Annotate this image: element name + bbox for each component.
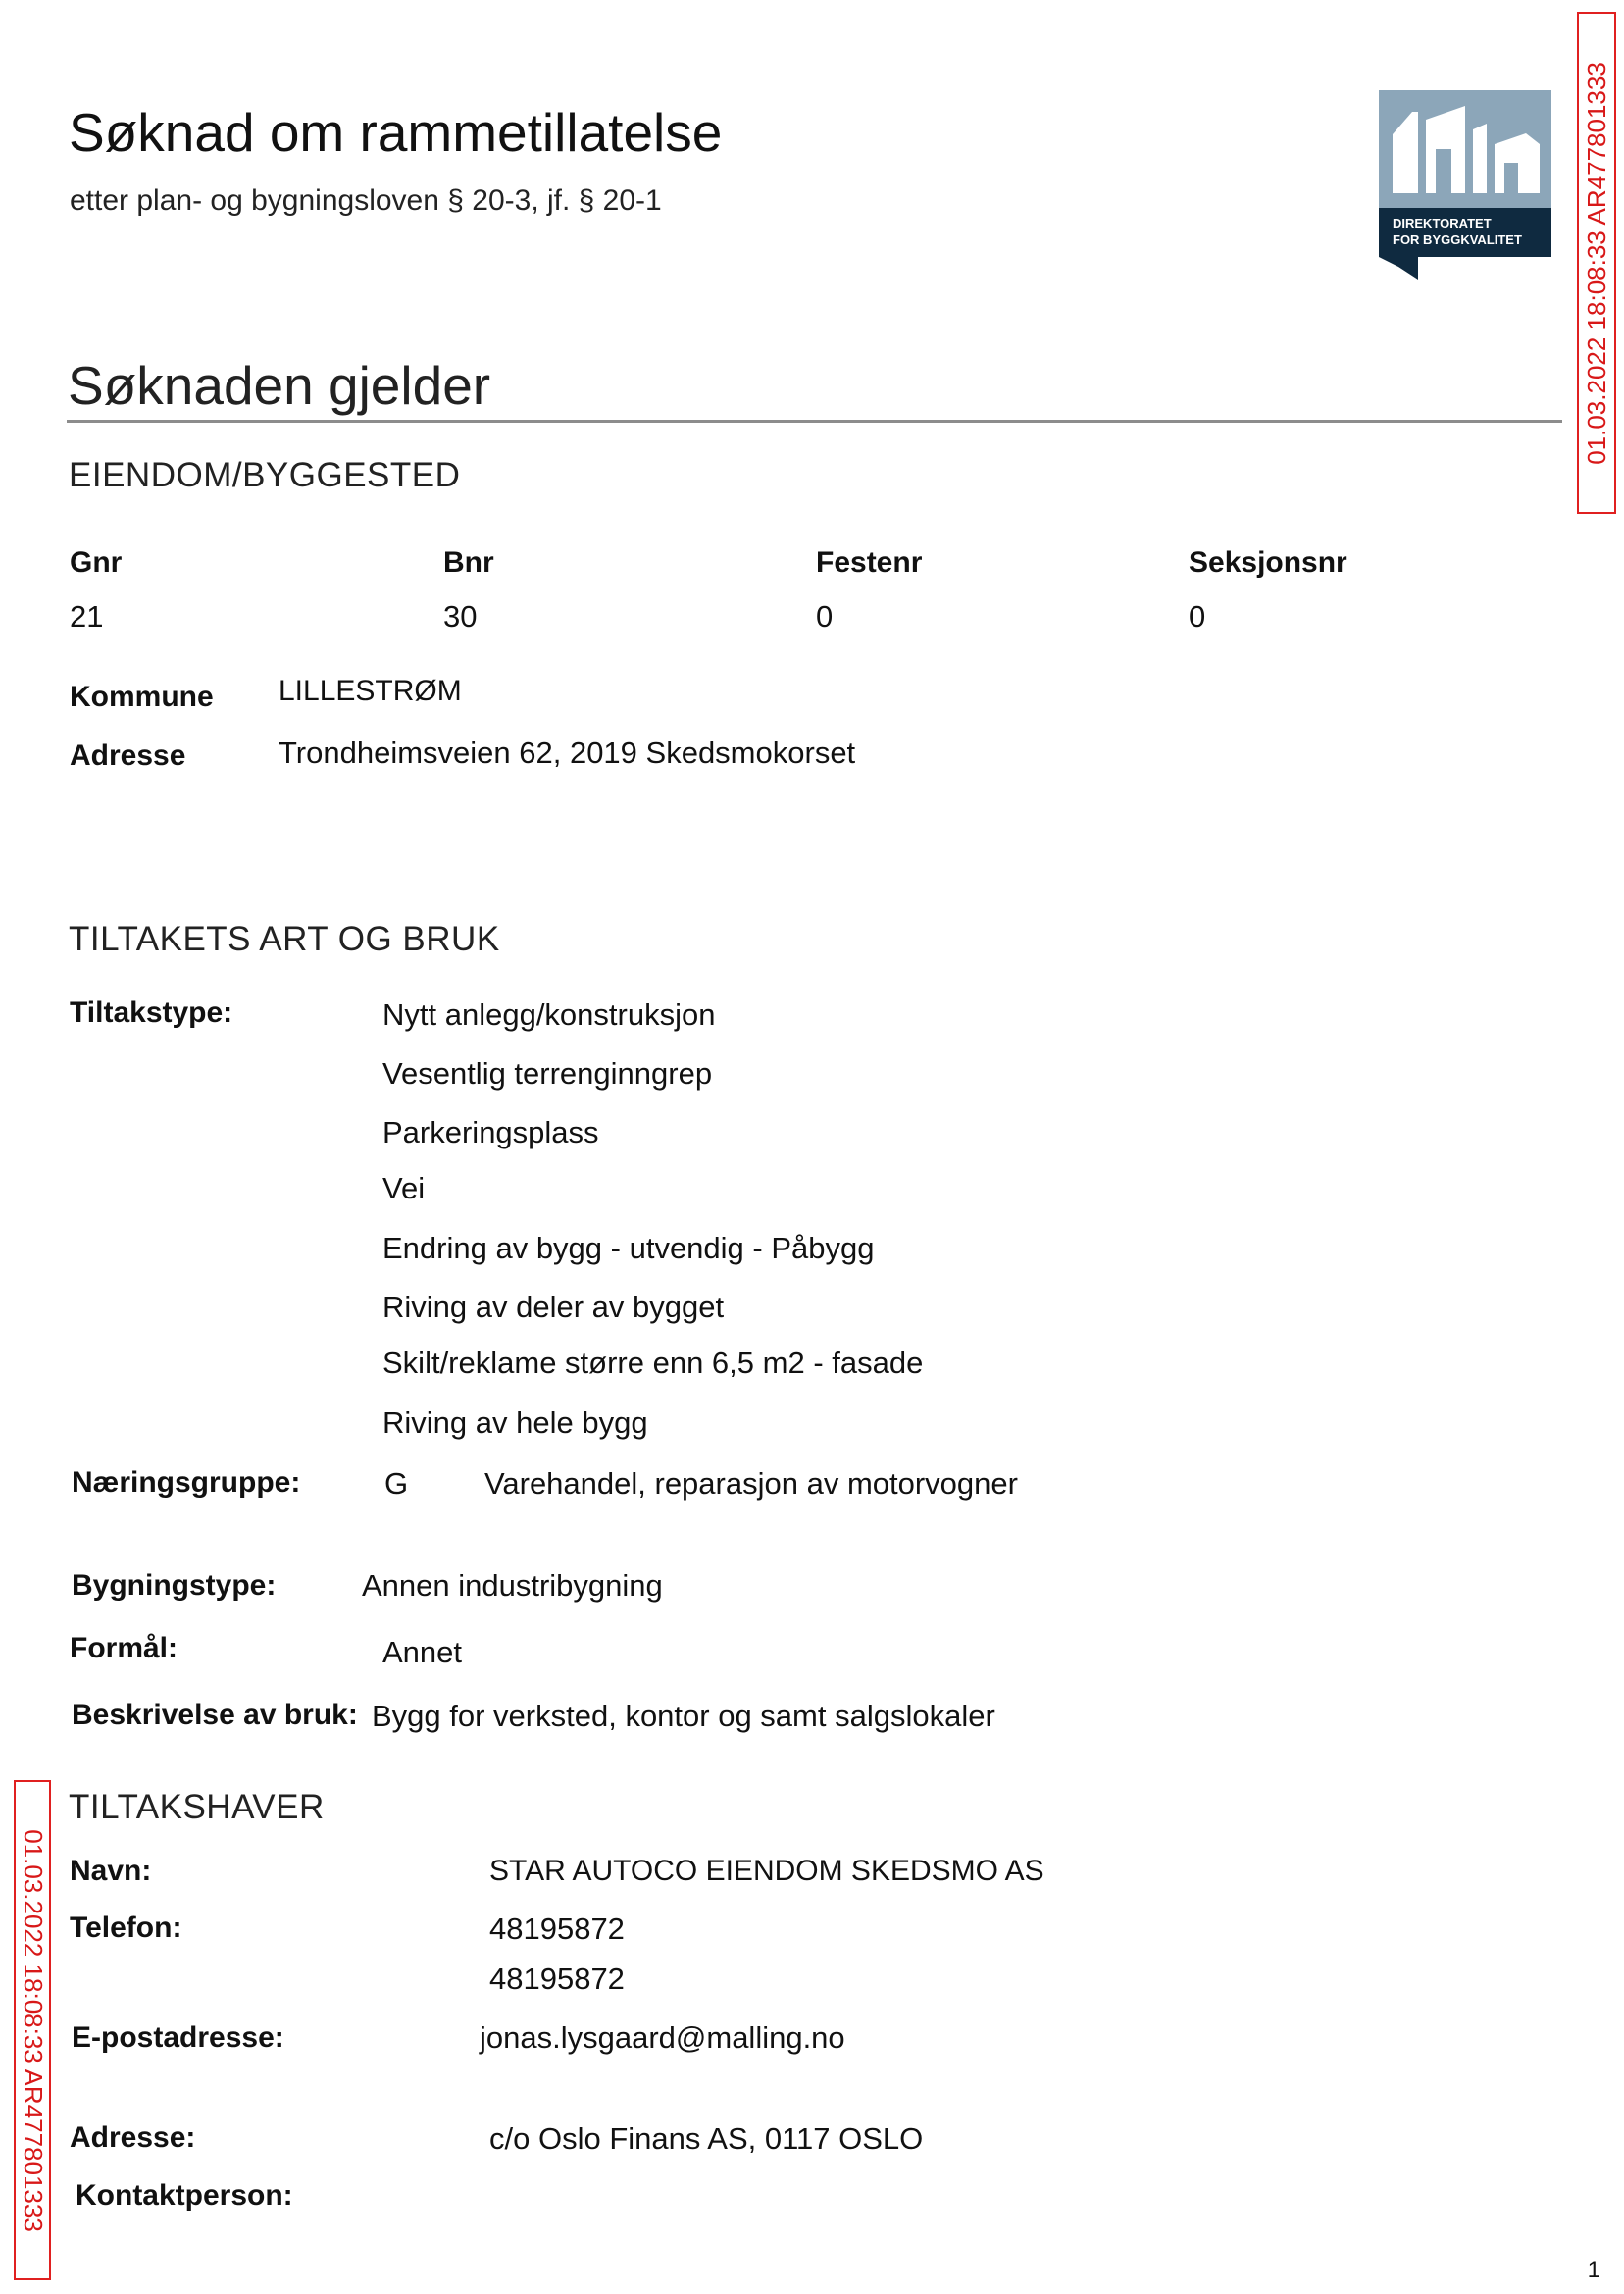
logo-text-line2: FOR BYGGKVALITET [1393, 232, 1522, 247]
bygningstype-label: Bygningstype: [72, 1569, 277, 1602]
tiltakstype-item: Parkeringsplass [382, 1115, 599, 1149]
tiltakstype-label: Tiltakstype: [70, 996, 233, 1029]
bygningstype-value: Annen industribygning [362, 1568, 663, 1603]
section-heading-eiendom: EIENDOM/BYGGESTED [69, 456, 461, 494]
bnr-value: 30 [443, 599, 478, 634]
archive-stamp-text: 01.03.2022 18:08:33 AR477801333 [1581, 61, 1611, 465]
dibk-logo [1379, 90, 1551, 280]
telefon-value: 48195872 [489, 1962, 625, 1996]
formal-label: Formål: [70, 1632, 178, 1664]
naeringsgruppe-code: G [384, 1466, 409, 1501]
naeringsgruppe-text: Varehandel, reparasjon av motorvogner [484, 1466, 1018, 1501]
beskrivelse-label: Beskrivelse av bruk: [72, 1699, 358, 1731]
epost-label: E-postadresse: [72, 2021, 284, 2054]
festenr-label: Festenr [816, 546, 923, 579]
epost-value: jonas.lysgaard@malling.no [480, 2020, 845, 2055]
seksjonsnr-value: 0 [1189, 599, 1206, 634]
page-number: 1 [1587, 2257, 1600, 2283]
naeringsgruppe-label: Næringsgruppe: [72, 1466, 301, 1499]
tiltakstype-item: Endring av bygg - utvendig - Påbygg [382, 1231, 875, 1265]
page-title: Søknad om rammetillatelse [69, 102, 723, 163]
gnr-value: 21 [70, 599, 104, 634]
telefon-label: Telefon: [70, 1912, 182, 1944]
tiltakstype-item: Vei [382, 1171, 426, 1205]
tiltakstype-item: Riving av deler av bygget [382, 1290, 725, 1324]
tiltakstype-item: Skilt/reklame større enn 6,5 m2 - fasade [382, 1346, 924, 1380]
archive-stamp-left [14, 1780, 51, 2280]
telefon-value: 48195872 [489, 1912, 625, 1946]
section-heading-tiltakshaver: TILTAKSHAVER [69, 1788, 325, 1826]
adresse-value: Trondheimsveien 62, 2019 Skedsmokorset [279, 736, 856, 770]
tiltakstype-item: Vesentlig terrenginngrep [382, 1056, 713, 1091]
festenr-value: 0 [816, 599, 834, 634]
logo-text-line1: DIREKTORATET [1393, 216, 1492, 230]
kommune-label: Kommune [70, 681, 214, 713]
archive-stamp-right [1577, 12, 1616, 514]
archive-stamp-text: 01.03.2022 18:08:33 AR477801333 [18, 1828, 48, 2232]
seksjonsnr-label: Seksjonsnr [1189, 546, 1347, 579]
tiltakshaver-adresse-value: c/o Oslo Finans AS, 0117 OSLO [489, 2121, 924, 2156]
navn-value: STAR AUTOCO EIENDOM SKEDSMO AS [489, 1855, 1044, 1887]
tiltakstype-item: Riving av hele bygg [382, 1405, 648, 1440]
dibk-logo-graphic [1379, 90, 1551, 280]
adresse-label: Adresse [70, 739, 186, 772]
heading-divider [67, 420, 1562, 423]
kommune-value: LILLESTRØM [279, 675, 462, 707]
section-heading-tiltak: TILTAKETS ART OG BRUK [69, 920, 500, 958]
tiltakstype-item: Nytt anlegg/konstruksjon [382, 997, 716, 1032]
section-main-heading: Søknaden gjelder [68, 355, 491, 416]
page-subtitle: etter plan- og bygningsloven § 20-3, jf. § 20-1 [70, 184, 662, 217]
kontaktperson-label: Kontaktperson: [76, 2179, 293, 2212]
beskrivelse-value: Bygg for verksted, kontor og samt salgslokaler [372, 1699, 995, 1733]
formal-value: Annet [382, 1635, 463, 1669]
tiltakshaver-adresse-label: Adresse: [70, 2121, 196, 2154]
bnr-label: Bnr [443, 546, 494, 579]
navn-label: Navn: [70, 1855, 152, 1887]
gnr-label: Gnr [70, 546, 123, 579]
